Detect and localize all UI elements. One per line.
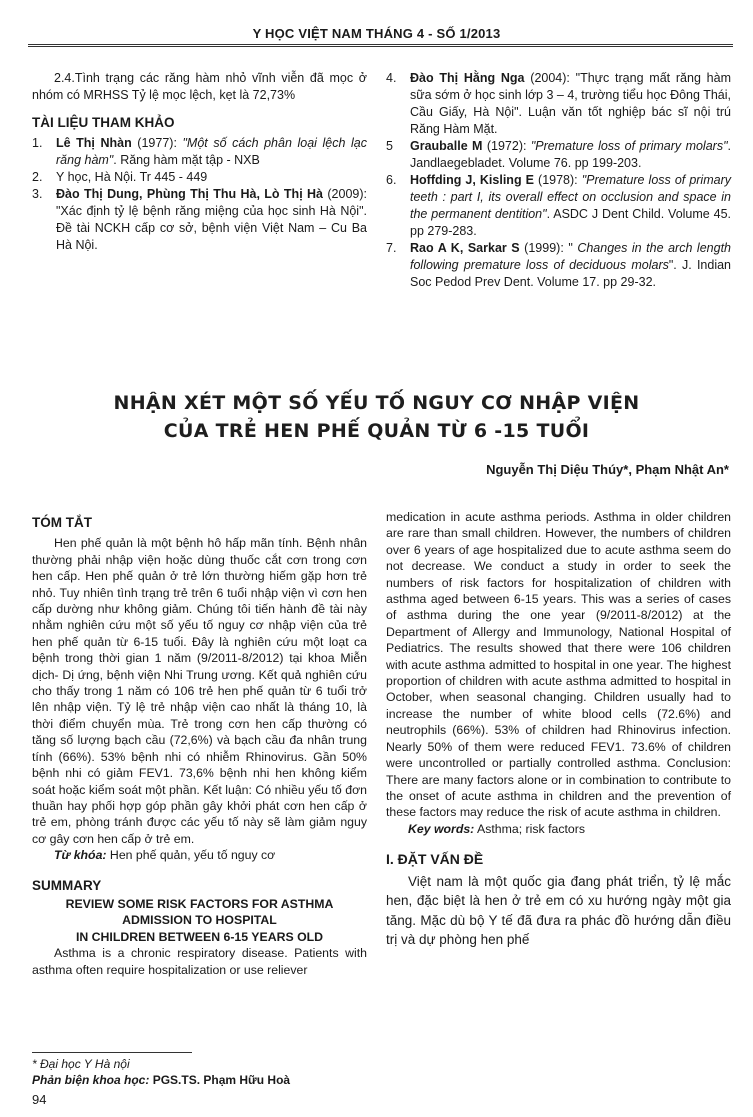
article-title-line-1: NHẬN XÉT MỘT SỐ YẾU TỐ NGUY CƠ NHẬP VIỆN bbox=[113, 392, 640, 414]
abstract-left-column bbox=[32, 515, 367, 978]
reference-tail: . ASDC J Dent Child. Volume 45. pp 279-283. bbox=[410, 207, 731, 238]
journal-header: Y HỌC VIỆT NAM THÁNG 4 - SỐ 1/2013 bbox=[252, 26, 501, 41]
reference-text: (1977): bbox=[131, 136, 183, 150]
summary-text-continued: medication in acute asthma periods. Asthma in older children are rare than small children. However, the numbers of children over 6 years of age hospitalized due to acute asthma seem do not decrease. We conduct a study in order to seek the numbers of risk factors for hospitalization of children with asthma aged between 6-15 years. This was a series of cases of asthma during the one year (9/2011-8/2012) at the Department of Allergy and Immunology, National Hospital of Pediatrics. The results showed that there were 106 children with acute asthma admitted to hospital in one year. The highest proportion of children with acute asthma admitted to hospital in October, when seasonal changing. Children usually had to increase the number of white blood cells (72.6%) and neutrophils (66%). 53% of children had Rhinovirus infection. Nearly 50% of them were reduced FEV1. 73.6% of children were uncontrolled or partially controlled asthma. Conclusion: There are many factors alone or in combination to contribute to the onset of acute asthma in children and the prevention of these factors may reduce the risk of acute asthma in children. bbox=[386, 510, 731, 820]
reference-number: 5 bbox=[386, 139, 393, 153]
reference-author: Hoffding J, Kisling E bbox=[410, 173, 534, 187]
abstract-vi-title: TÓM TẮT bbox=[32, 515, 92, 530]
reference-number: 2. bbox=[32, 170, 43, 184]
summary-subtitle-3: IN CHILDREN BETWEEN 6-15 YEARS OLD bbox=[75, 929, 324, 944]
article-title-line-2: CỦA TRẺ HEN PHẾ QUẢN TỪ 6 -15 TUỔI bbox=[163, 420, 590, 442]
reference-title: "Premature loss of primary molars" bbox=[530, 139, 728, 153]
keywords-en bbox=[386, 821, 731, 837]
footnote-reviewer-label: Phản biện khoa học: bbox=[32, 1073, 150, 1087]
prev-conclusion: 2.4.Tình trạng các răng hàm nhỏ vĩnh viễn đã mọc ở nhóm có MRHSS Tỷ lệ mọc lệch, kẹt là 72,73% bbox=[32, 71, 367, 102]
reference-text: (1999): " bbox=[519, 241, 578, 255]
reference-item bbox=[386, 138, 731, 172]
reference-title: "Premature loss of primary teeth : part I, its overall effect on occlusion and space in the permanent dentition" bbox=[410, 173, 731, 221]
keywords-vi-text: Hen phế quản, yếu tố nguy cơ bbox=[106, 848, 276, 863]
reference-item bbox=[386, 172, 731, 240]
reference-number: 4. bbox=[386, 71, 397, 85]
reference-author: Đào Thị Hằng Nga bbox=[410, 71, 525, 85]
reference-tail: . Răng hàm mặt tập - NXB bbox=[113, 153, 260, 167]
footnote-reviewer bbox=[32, 1073, 290, 1087]
header-rule-lower bbox=[28, 46, 733, 47]
footnote-affiliation: * Đại học Y Hà nội bbox=[32, 1057, 130, 1071]
reference-item bbox=[32, 169, 367, 186]
keywords-en-text: Asthma; risk factors bbox=[474, 821, 585, 836]
intro-text: Việt nam là một quốc gia đang phát triển, tỷ lệ mắc hen, đặc biệt là hen ở trẻ em có xu hướng ngày một gia tăng. Mặc dù bộ Y tế đã đưa ra phác đồ hướng dẫn điều trị và dự phòng hen phế bbox=[386, 873, 731, 948]
reference-title: Changes in the arch length following premature loss of deciduous molars bbox=[410, 241, 731, 272]
references-title: TÀI LIỆU THAM KHẢO bbox=[32, 115, 175, 130]
summary-text-start: Asthma is a chronic respiratory disease. Patients with asthma often require hospitalization or use reliever bbox=[32, 946, 367, 977]
footnote-rule bbox=[32, 1052, 192, 1053]
prev-article-right-column bbox=[386, 70, 731, 291]
header-rule bbox=[28, 44, 733, 45]
reference-number: 6. bbox=[386, 173, 397, 187]
reference-author: Rao A K, Sarkar S bbox=[410, 241, 520, 255]
reference-number: 1. bbox=[32, 136, 43, 150]
reference-tail: ". J. Indian Soc Pedod Prev Dent. Volume 17. pp 29-32. bbox=[410, 258, 732, 289]
reference-text: (1972): bbox=[482, 139, 531, 153]
reference-text: (2004): "Thực trạng mất răng hàm sữa sớm ở học sinh lớp 3 – 4, trường tiểu học Đông Thái, Cầu Giấy, Hà Nội". Luận văn tốt nghiệp bác sĩ nội trú Răng Hàm Mặt. bbox=[410, 71, 731, 136]
reference-number: 3. bbox=[32, 187, 43, 201]
reference-author: Grauballe M bbox=[410, 139, 483, 153]
reference-number: 7. bbox=[386, 241, 397, 255]
reference-item bbox=[386, 240, 731, 291]
intro-title: I. ĐẶT VẤN ĐỀ bbox=[386, 851, 484, 868]
article-authors: Nguyễn Thị Diệu Thúy*, Phạm Nhật An* bbox=[486, 462, 729, 477]
reference-item bbox=[32, 186, 367, 254]
prev-article-left-column bbox=[32, 70, 367, 254]
summary-subtitle-2: ADMISSION TO HOSPITAL bbox=[122, 913, 277, 928]
reference-text: (2009): "Xác định tỷ lệ bệnh răng miệng của học sinh Hà Nội". Đề tài NCKH cấp cơ sở, bệnh viện Việt Nam – Cu Ba Hà Nội. bbox=[56, 187, 367, 252]
reference-text: (1978): bbox=[533, 173, 582, 187]
keywords-vi bbox=[32, 847, 367, 863]
page-number: 94 bbox=[32, 1092, 47, 1107]
reference-item bbox=[32, 135, 367, 169]
abstract-vi-text: Hen phế quản là một bệnh hô hấp mãn tính. Bệnh nhân thường phải nhập viện hoặc dùng thuốc cắt cơn trong cơn hen cấp. Hen phế quản ở trẻ lớn thường hiếm gặp hơn trẻ nhỏ. Tuy nhiên tình trạng trẻ trên 6 tuổi nhập viện vì cơn hen cấp dường như không giảm. Chúng tôi tiến hành đề tài này nhằm nghiên cứu một số yếu tố nguy cơ nhập viện của trẻ hen phế quản từ 6-15 tuổi. Đây là nghiên cứu một loạt ca bệnh trong thời gian 1 năm (9/2011-8/2012) tại khoa Miễn dịch- Dị ứng, bệnh viện Nhi Trung ương. Kết quả nghiên cứu cho thấy trong 1 năm có 106 trẻ hen phế quản từ 6 tuổi trở lên nhập viện. Tỷ lệ trẻ nhập viện cao nhất là tháng 10, là thời điểm chuyển mùa. Trẻ trong cơn hen cấp thường có tăng số lượng bạch cầu (72,6%) và bạch cầu đa nhân trung tính (66%). 53% bệnh nhi có nhiễm Rhinovirus. Gần 50% bệnh nhi có giảm FEV1. 73,6% bệnh nhi hen không kiểm soát hoặc kiểm soát một phần. Kết luận: Có nhiều yếu tố đơn thuần hay phối hợp góp phần gây khởi phát cơn hen cấp ở trẻ em, phòng tránh được các yếu tố này sẽ làm giảm nguy cơ gây cơn hen cấp ở trẻ em. bbox=[32, 536, 367, 846]
reference-title: "Một số cách phân loại lệch lạc răng hàm" bbox=[56, 136, 367, 167]
reference-author: Lê Thị Nhàn bbox=[56, 136, 132, 150]
footnote-reviewer-name: PGS.TS. Phạm Hữu Hoà bbox=[149, 1073, 291, 1087]
reference-text: Y học, Hà Nội. Tr 445 - 449 bbox=[56, 170, 208, 184]
reference-item bbox=[386, 70, 731, 138]
summary-subtitle-1: REVIEW SOME RISK FACTORS FOR ASTHMA bbox=[65, 896, 334, 911]
keywords-vi-label: Từ khóa: bbox=[54, 848, 107, 863]
abstract-right-column bbox=[386, 509, 731, 950]
keywords-en-label: Key words: bbox=[408, 821, 475, 836]
reference-tail: . Jandlaegebladet. Volume 76. pp 199-203. bbox=[410, 139, 731, 170]
reference-author: Đào Thị Dung, Phùng Thị Thu Hà, Lò Thị Hà bbox=[56, 187, 324, 201]
summary-title: SUMMARY bbox=[32, 877, 102, 893]
